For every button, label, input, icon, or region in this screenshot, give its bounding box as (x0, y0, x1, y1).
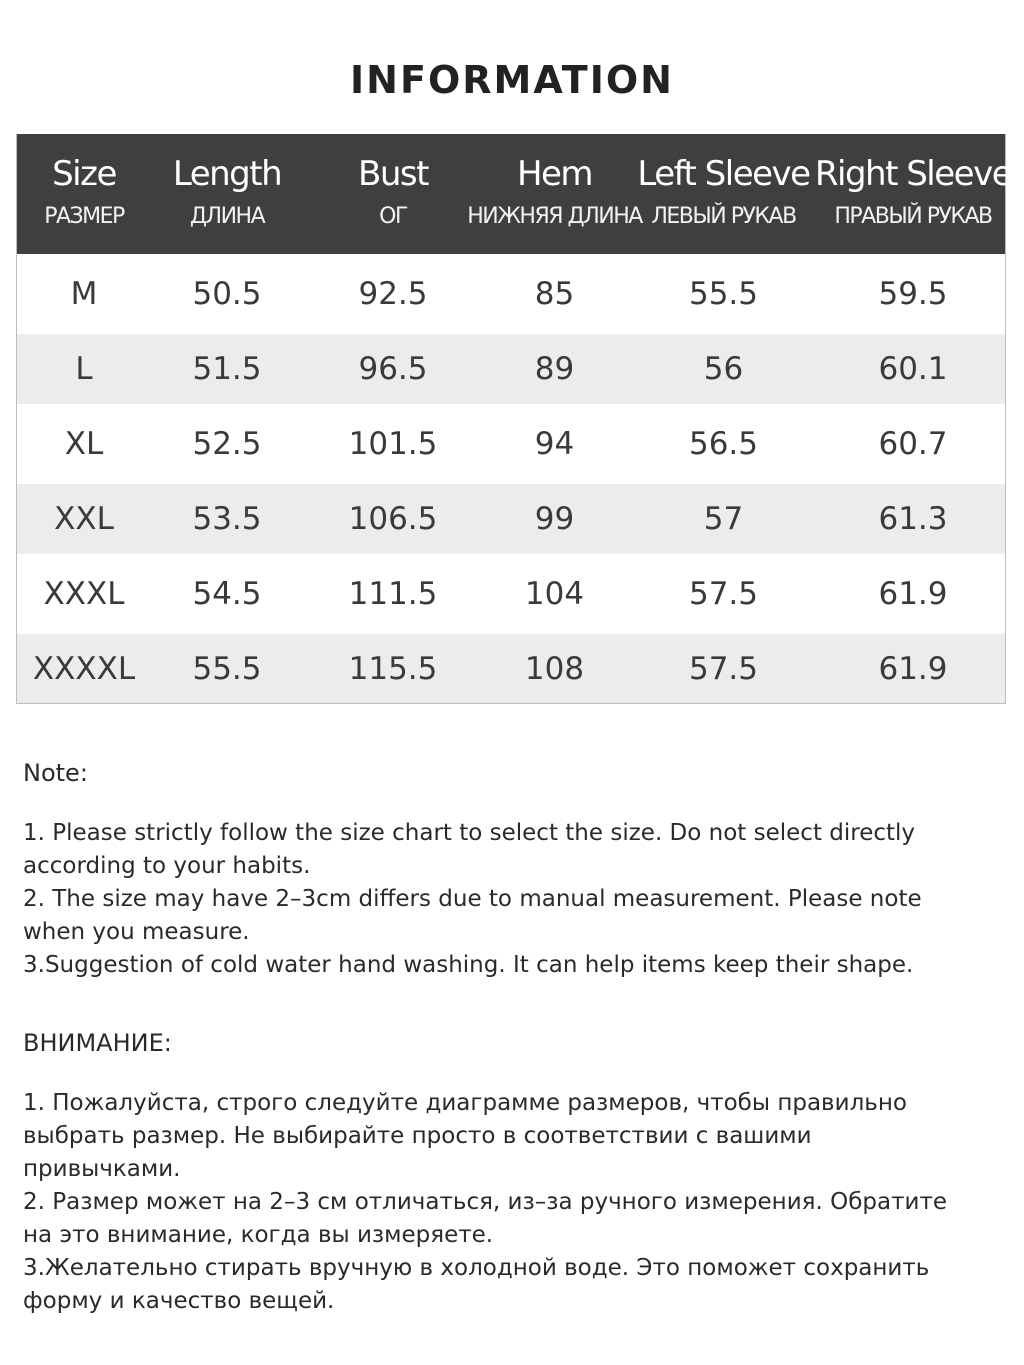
length-cell: 55.5 (192, 650, 262, 687)
length-cell: 52.5 (192, 426, 262, 462)
header-label-ru: РАЗМЕР (44, 204, 124, 229)
header-cell-right-sleeve (814, 134, 1012, 254)
hem-cell: 108 (524, 650, 585, 687)
table-row (17, 404, 1005, 484)
header-label-en: Bust (358, 154, 428, 194)
note-line: according to your habits. (23, 853, 311, 879)
table-row (17, 484, 1005, 554)
header-cell-size (17, 134, 151, 254)
right-sleeve-cell: 59.5 (878, 276, 948, 312)
size-chart-table (16, 134, 1012, 704)
bust-cell: 92.5 (358, 276, 428, 312)
header-label-en: Right Sleeve (814, 154, 1012, 194)
table-row (17, 334, 1005, 404)
size-cell: XXXL (43, 576, 125, 612)
right-sleeve-cell: 60.1 (878, 351, 948, 387)
length-cell: 53.5 (192, 501, 262, 537)
note-line: 1. Пожалуйста, строго следуйте диаграмме размеров, чтобы правильно (23, 1090, 907, 1116)
note-section-ru (23, 1027, 983, 1318)
note-heading: Note: (23, 759, 88, 787)
right-sleeve-cell: 61.3 (878, 501, 948, 537)
note-heading: ВНИМАНИЕ: (23, 1029, 172, 1057)
note-line: форму и качество вещей. (23, 1288, 335, 1314)
left-sleeve-cell: 56 (703, 351, 744, 387)
table-row (17, 554, 1005, 634)
table-row (17, 254, 1005, 334)
left-sleeve-cell: 57.5 (688, 650, 759, 687)
hem-cell: 89 (534, 351, 575, 387)
note-line: 3.Suggestion of cold water hand washing. It can help items keep their shape. (23, 952, 914, 978)
header-label-ru: НИЖНЯЯ ДЛИНА (467, 204, 642, 229)
header-cell-hem (467, 134, 642, 254)
note-line: 3.Желательно стирать вручную в холодной воде. Это поможет сохранить (23, 1255, 930, 1281)
left-sleeve-cell: 57 (703, 501, 744, 537)
length-cell: 54.5 (192, 576, 262, 612)
right-sleeve-cell: 61.9 (878, 576, 948, 612)
size-cell: L (75, 351, 93, 387)
note-line: 1. Please strictly follow the size chart to select the size. Do not select directly (23, 820, 916, 846)
size-cell: XXL (54, 501, 114, 537)
header-label-ru: ЛЕВЫЙ РУКАВ (651, 204, 796, 229)
note-line: привычками. (23, 1156, 181, 1182)
left-sleeve-cell: 57.5 (688, 576, 759, 612)
hem-cell: 94 (534, 426, 575, 462)
note-list (23, 1087, 983, 1318)
header-label-en: Hem (516, 154, 593, 194)
right-sleeve-cell: 61.9 (878, 650, 948, 687)
header-cell-bust (303, 134, 483, 254)
hem-cell: 104 (524, 576, 585, 612)
size-cell: XL (64, 426, 104, 462)
bust-cell: 106.5 (348, 501, 438, 537)
bust-cell: 111.5 (348, 576, 438, 612)
note-line: выбрать размер. Не выбирайте просто в соответствии с вашими (23, 1123, 812, 1149)
table-row (17, 634, 1005, 703)
header-label-en: Left Sleeve (637, 154, 810, 194)
table-header (17, 134, 1012, 254)
size-cell: XXXXL (32, 650, 136, 687)
right-sleeve-cell: 60.7 (878, 426, 948, 462)
length-cell: 50.5 (192, 276, 262, 312)
bust-cell: 115.5 (348, 650, 438, 687)
header-cell-left-sleeve (626, 134, 821, 254)
left-sleeve-cell: 56.5 (688, 426, 759, 462)
note-line: when you measure. (23, 919, 250, 945)
header-label-ru: ДЛИНА (189, 204, 265, 229)
header-label-ru: ПРАВЫЙ РУКАВ (834, 204, 992, 229)
length-cell: 51.5 (192, 351, 262, 387)
hem-cell: 85 (534, 276, 575, 312)
header-label-ru: ОГ (379, 204, 407, 229)
bust-cell: 96.5 (358, 351, 428, 387)
header-cell-length (151, 134, 303, 254)
header-label-en: Length (172, 154, 282, 194)
hem-cell: 99 (534, 501, 575, 537)
note-section-en (23, 757, 983, 982)
size-cell: M (70, 276, 98, 312)
bust-cell: 101.5 (348, 426, 438, 462)
page-title: INFORMATION (350, 58, 674, 102)
note-line: 2. The size may have 2–3cm differs due to manual measurement. Please note (23, 886, 922, 912)
note-line: на это внимание, когда вы измеряете. (23, 1222, 494, 1248)
left-sleeve-cell: 55.5 (688, 276, 759, 312)
header-label-en: Size (52, 154, 116, 194)
note-list (23, 817, 983, 982)
note-line: 2. Размер может на 2–3 см отличаться, из–за ручного измерения. Обратите (23, 1189, 947, 1215)
